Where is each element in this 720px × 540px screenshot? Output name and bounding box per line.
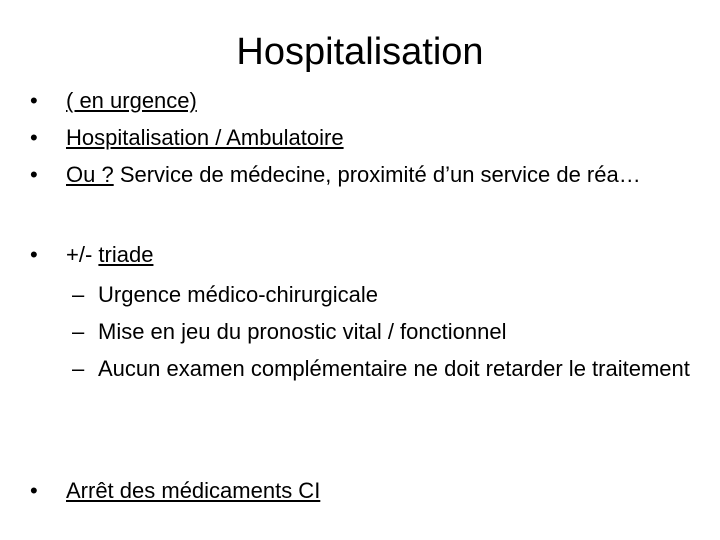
dash-icon: – — [72, 282, 85, 307]
bullet-icon: • — [30, 125, 38, 150]
bullet-icon: • — [30, 478, 38, 503]
slide-title: Hospitalisation — [236, 31, 484, 73]
bullet-icon: • — [30, 88, 38, 113]
bullet-item-urgence — [30, 82, 690, 119]
sub-item-text: Aucun examen complémentaire ne doit retarder le traitement — [98, 356, 690, 381]
triade-link[interactable]: triade — [98, 242, 154, 267]
bullet-text: +/- — [66, 242, 99, 267]
bullet-text: Service de médecine, proximité d’un service de réa… — [113, 162, 641, 187]
sub-item-pronostic — [72, 313, 692, 350]
bullet-text[interactable]: ( en urgence) — [66, 88, 197, 113]
bullet-text[interactable]: Hospitalisation / Ambulatoire — [66, 125, 344, 150]
sub-item-urgence-medico — [72, 276, 692, 313]
sub-item-text: Mise en jeu du pronostic vital / fonctionnel — [98, 319, 507, 344]
sub-item-examen — [72, 350, 692, 387]
bullet-item-hospitalisation — [30, 119, 690, 156]
bullet-text-wrapper — [66, 236, 690, 273]
bullet-lead-link[interactable]: Ou ? — [66, 162, 114, 187]
bullet-icon: • — [30, 162, 38, 187]
dash-icon: – — [72, 356, 85, 381]
bullet-item-ou — [30, 156, 690, 193]
bullet-text-wrapper — [66, 156, 690, 193]
bullet-item-triade — [30, 236, 690, 273]
bullet-item-arret — [30, 472, 690, 509]
dash-icon: – — [72, 319, 85, 344]
bullet-text[interactable]: Arrêt des médicaments CI — [66, 478, 321, 503]
sub-item-text: Urgence médico-chirurgicale — [98, 282, 379, 307]
bullet-icon: • — [30, 242, 38, 267]
